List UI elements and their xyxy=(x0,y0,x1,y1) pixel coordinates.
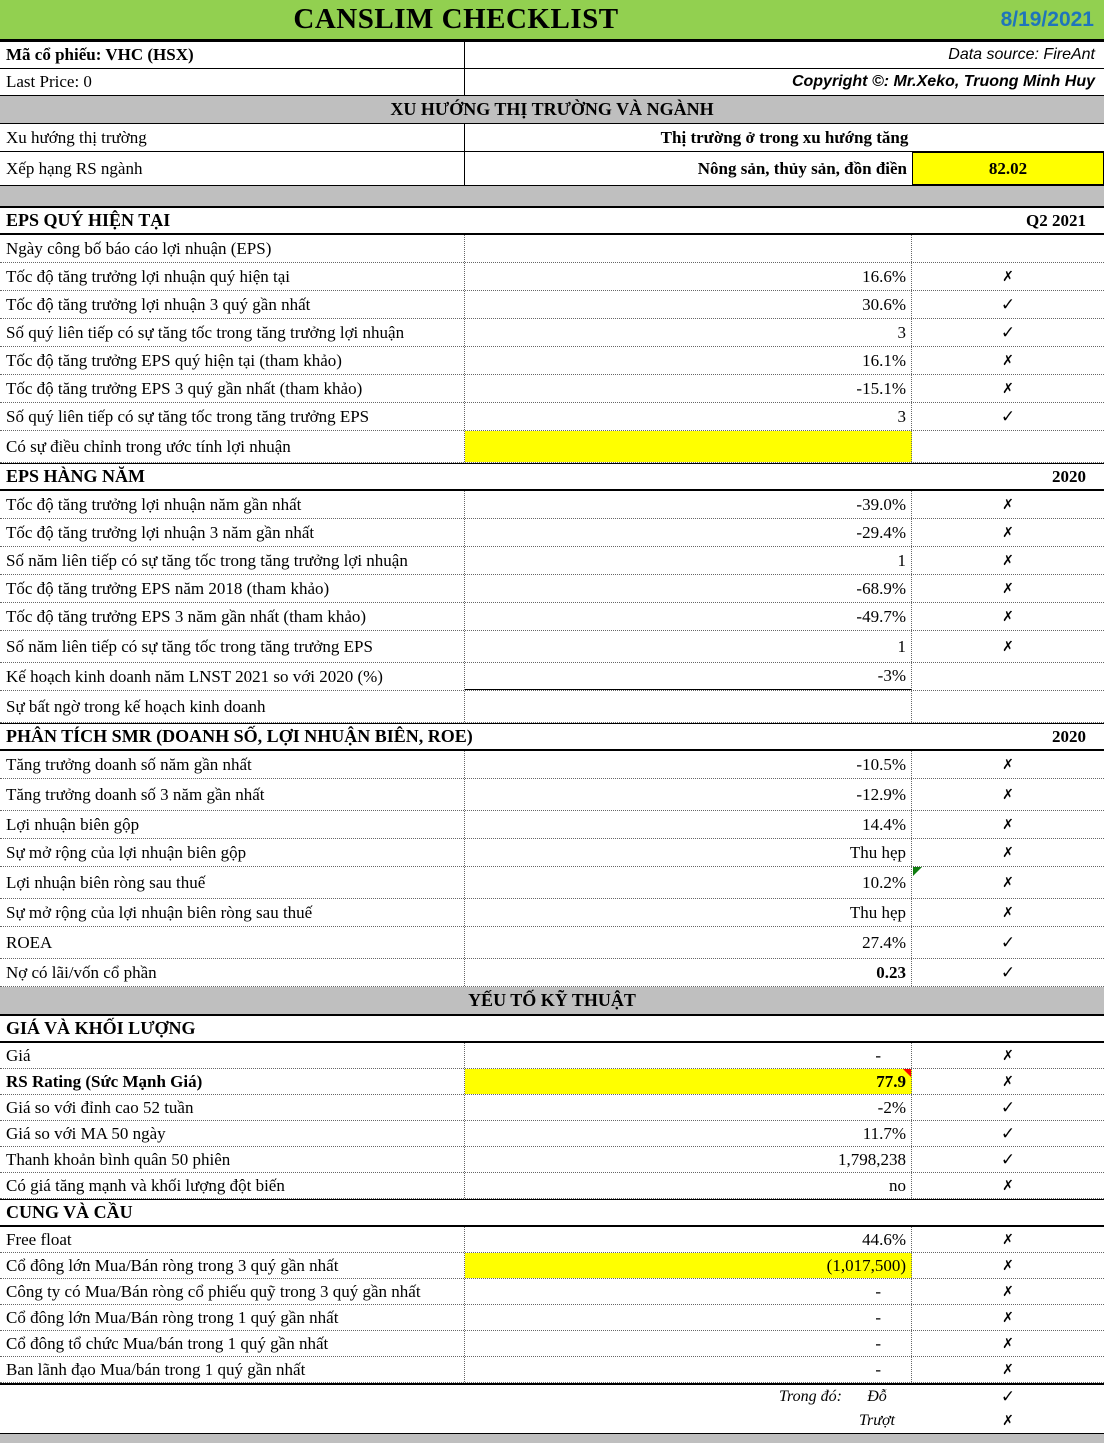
checklist-row xyxy=(0,1305,1104,1331)
check-icon: ✓ xyxy=(1000,962,1016,983)
row-value xyxy=(465,575,912,602)
row-label: Tốc độ tăng trưởng lợi nhuận quý hiện tại xyxy=(0,263,465,290)
checklist-row xyxy=(0,263,1104,291)
row-value-text: -29.4% xyxy=(856,522,906,542)
row-mark-cell xyxy=(912,631,1104,662)
section-period: 2020 xyxy=(1052,466,1086,486)
row-label: Lợi nhuận biên gộp xyxy=(0,811,465,838)
flag-marker-icon xyxy=(913,867,922,876)
row-value-text: - xyxy=(875,1333,881,1353)
row-value-text: 0.23 xyxy=(876,962,906,982)
row-mark-cell xyxy=(912,1227,1104,1252)
row-value-text: Thu hẹp xyxy=(849,902,906,922)
row-label: Tăng trưởng doanh số 3 năm gần nhất xyxy=(0,779,465,810)
row-value-text: -39.0% xyxy=(856,494,906,514)
row-label: Lợi nhuận biên ròng sau thuế xyxy=(0,867,465,898)
legend-fail-row xyxy=(0,1408,1104,1433)
cross-icon: ✗ xyxy=(1002,352,1014,369)
row-value xyxy=(465,1121,912,1146)
row-value-text: 14.4% xyxy=(862,814,906,834)
row-value-text: no xyxy=(889,1175,906,1195)
row-value xyxy=(465,663,912,690)
cross-icon: ✗ xyxy=(1002,580,1014,597)
row-value[interactable] xyxy=(465,1069,912,1094)
last-price-row xyxy=(0,69,1104,96)
cross-icon: ✗ xyxy=(1002,1047,1014,1064)
row-value xyxy=(465,547,912,574)
cross-icon: ✗ xyxy=(1002,608,1014,625)
row-value-text: 1 xyxy=(897,636,906,656)
cross-icon: ✗ xyxy=(1002,904,1014,921)
section-title: PHÂN TÍCH SMR (DOANH SỐ, LỢI NHUẬN BIÊN, ROE) xyxy=(6,726,473,746)
row-mark-cell xyxy=(912,263,1104,290)
checklist-row xyxy=(0,1147,1104,1173)
row-value[interactable] xyxy=(465,431,912,462)
row-label: Tốc độ tăng trưởng EPS năm 2018 (tham khảo) xyxy=(0,575,465,602)
row-mark-cell xyxy=(912,547,1104,574)
spacer-band xyxy=(0,186,1104,207)
row-label: Số năm liên tiếp có sự tăng tốc trong tăng trưởng lợi nhuận xyxy=(0,547,465,574)
cross-icon: ✗ xyxy=(1002,1177,1014,1194)
section-title: GIÁ VÀ KHỐI LƯỢNG xyxy=(6,1018,196,1038)
section-header xyxy=(0,207,1104,235)
check-icon: ✓ xyxy=(1000,1097,1016,1118)
checklist-row xyxy=(0,403,1104,431)
row-value-text: 16.6% xyxy=(862,266,906,286)
cross-icon: ✗ xyxy=(1002,1412,1014,1429)
row-value-text: - xyxy=(875,1045,881,1065)
row-label: Giá so với MA 50 ngày xyxy=(0,1121,465,1146)
row-value-text: 30.6% xyxy=(862,294,906,314)
legend-pass-label: Đỗ xyxy=(867,1387,887,1405)
last-price-label: Last Price: 0 xyxy=(0,69,465,95)
cross-icon: ✗ xyxy=(1002,268,1014,285)
row-value xyxy=(465,899,912,926)
checklist-row xyxy=(0,1331,1104,1357)
row-label: Có giá tăng mạnh và khối lượng đột biến xyxy=(0,1173,465,1198)
row-value xyxy=(465,779,912,810)
row-value-text: -2% xyxy=(877,1097,906,1117)
legend-pass-row xyxy=(0,1383,1104,1408)
section-period: Q2 2021 xyxy=(1026,210,1086,230)
checklist-row xyxy=(0,811,1104,839)
cross-icon: ✗ xyxy=(1002,524,1014,541)
checklist-row xyxy=(0,1253,1104,1279)
row-mark-cell xyxy=(912,603,1104,630)
row-label: Free float xyxy=(0,1227,465,1252)
row-mark-cell xyxy=(912,575,1104,602)
row-value-text: -10.5% xyxy=(856,754,906,774)
row-value-text: 10.2% xyxy=(862,872,906,892)
row-value xyxy=(465,691,912,722)
row-value xyxy=(465,1173,912,1198)
cross-icon: ✗ xyxy=(1002,552,1014,569)
row-mark-cell xyxy=(912,1253,1104,1278)
row-mark-cell xyxy=(912,1331,1104,1356)
row-mark-cell xyxy=(912,839,1104,866)
trend-value: Thị trường ở trong xu hướng tăng xyxy=(660,127,909,147)
row-value xyxy=(465,347,912,374)
row-value xyxy=(465,631,912,662)
checklist-row xyxy=(0,631,1104,663)
checklist-row xyxy=(0,751,1104,779)
row-value xyxy=(465,959,912,986)
row-value xyxy=(465,811,912,838)
checklist-row xyxy=(0,1095,1104,1121)
rs-industry-value: Nông sản, thủy sản, đồn điền xyxy=(697,158,907,178)
row-value-text: 44.6% xyxy=(862,1229,906,1249)
row-mark-cell xyxy=(912,519,1104,546)
row-mark-cell xyxy=(912,431,1104,462)
row-value xyxy=(465,603,912,630)
checklist-row xyxy=(0,1357,1104,1383)
row-value-text: (1,017,500) xyxy=(826,1255,906,1275)
row-mark-cell xyxy=(912,811,1104,838)
checklist-row xyxy=(0,547,1104,575)
row-value-text: - xyxy=(875,1307,881,1327)
checklist-row xyxy=(0,691,1104,723)
row-value[interactable] xyxy=(465,1253,912,1278)
row-mark-cell xyxy=(912,235,1104,262)
section-header xyxy=(0,463,1104,491)
checklist-row xyxy=(0,519,1104,547)
row-value xyxy=(465,867,912,898)
row-value xyxy=(465,319,912,346)
row-label: Kế hoạch kinh doanh năm LNST 2021 so với 2020 (%) xyxy=(0,663,465,690)
check-icon: ✓ xyxy=(1000,1123,1016,1144)
checklist-row xyxy=(0,491,1104,519)
cross-icon: ✗ xyxy=(1002,1073,1014,1090)
row-value-text: 16.1% xyxy=(862,350,906,370)
row-value-text: -68.9% xyxy=(856,578,906,598)
check-icon: ✓ xyxy=(1000,406,1016,427)
comment-marker-icon xyxy=(903,1069,911,1077)
row-mark-cell xyxy=(912,491,1104,518)
cross-icon: ✗ xyxy=(1002,1309,1014,1326)
row-mark-cell xyxy=(912,751,1104,778)
row-label: Tốc độ tăng trưởng EPS 3 quý gần nhất (tham khảo) xyxy=(0,375,465,402)
row-value xyxy=(465,1357,912,1382)
checklist-row xyxy=(0,347,1104,375)
row-mark-cell xyxy=(912,867,1104,898)
checklist-row xyxy=(0,319,1104,347)
checklist-row xyxy=(0,1279,1104,1305)
rs-rank-score-cell[interactable]: 82.02 xyxy=(912,152,1104,185)
row-value-text: 11.7% xyxy=(862,1123,906,1143)
row-label: Giá so với đỉnh cao 52 tuần xyxy=(0,1095,465,1120)
row-label: Ban lãnh đạo Mua/bán trong 1 quý gần nhất xyxy=(0,1357,465,1382)
row-mark-cell xyxy=(912,959,1104,986)
row-value xyxy=(465,263,912,290)
report-date: 8/19/2021 xyxy=(1000,7,1094,31)
row-value-text: 3 xyxy=(897,322,906,342)
legend-fail-label: Trượt xyxy=(859,1411,895,1429)
market-trend-band-title: XU HƯỚNG THỊ TRƯỜNG VÀ NGÀNH xyxy=(0,96,1104,124)
row-mark-cell xyxy=(912,1279,1104,1304)
checklist-row xyxy=(0,867,1104,899)
row-value xyxy=(465,519,912,546)
row-value-text: 77.9 xyxy=(876,1071,906,1091)
row-value xyxy=(465,1043,912,1068)
section-header xyxy=(0,1015,1104,1043)
check-icon: ✓ xyxy=(1000,1149,1016,1170)
checklist-row xyxy=(0,291,1104,319)
row-label: Tốc độ tăng trưởng lợi nhuận 3 quý gần nhất xyxy=(0,291,465,318)
row-label: Tốc độ tăng trưởng EPS quý hiện tại (tham khảo) xyxy=(0,347,465,374)
technical-band-title: YẾU TỐ KỸ THUẬT xyxy=(0,987,1104,1015)
row-value-text: - xyxy=(875,1359,881,1379)
row-value-text: -3% xyxy=(877,666,906,685)
row-label: Cổ đông lớn Mua/Bán ròng trong 1 quý gần nhất xyxy=(0,1305,465,1330)
row-value xyxy=(465,1279,912,1304)
technical-sections xyxy=(0,1015,1104,1383)
row-label: Sự mở rộng của lợi nhuận biên gộp xyxy=(0,839,465,866)
checklist-row xyxy=(0,235,1104,263)
row-label: Tốc độ tăng trưởng lợi nhuận năm gần nhất xyxy=(0,491,465,518)
checklist-row xyxy=(0,779,1104,811)
row-mark-cell xyxy=(912,375,1104,402)
cross-icon: ✗ xyxy=(1002,638,1014,655)
row-label: RS Rating (Sức Mạnh Giá) xyxy=(0,1069,465,1094)
section-title: CUNG VÀ CẦU xyxy=(6,1202,133,1222)
row-value xyxy=(465,751,912,778)
check-icon: ✓ xyxy=(1000,932,1016,953)
row-label: Công ty có Mua/Bán ròng cổ phiếu quỹ trong 3 quý gần nhất xyxy=(0,1279,465,1304)
cross-icon: ✗ xyxy=(1002,816,1014,833)
row-label: Cổ đông lớn Mua/Bán ròng trong 3 quý gần nhất xyxy=(0,1253,465,1278)
row-value-text: 1 xyxy=(897,550,906,570)
row-value xyxy=(465,375,912,402)
row-value-text: 27.4% xyxy=(862,932,906,952)
cross-icon: ✗ xyxy=(1002,496,1014,513)
row-label: Giá xyxy=(0,1043,465,1068)
row-value xyxy=(465,1305,912,1330)
row-mark-cell xyxy=(912,1173,1104,1198)
row-label: Tăng trưởng doanh số năm gần nhất xyxy=(0,751,465,778)
section-header xyxy=(0,1199,1104,1227)
row-value xyxy=(465,1331,912,1356)
row-value xyxy=(465,491,912,518)
title-bar xyxy=(0,0,1104,42)
rs-rank-row xyxy=(0,152,1104,186)
rs-rank-label: Xếp hạng RS ngành xyxy=(0,152,465,185)
copyright-label: Copyright ©: Mr.Xeko, Truong Minh Huy xyxy=(791,73,1095,90)
data-source-label: Data source: FireAnt xyxy=(948,46,1095,63)
checklist-row xyxy=(0,603,1104,631)
section-header xyxy=(0,723,1104,751)
row-value-text: - xyxy=(875,1281,881,1301)
bottom-band xyxy=(0,1433,1104,1443)
row-value xyxy=(465,403,912,430)
row-label: ROEA xyxy=(0,927,465,958)
row-value xyxy=(465,1227,912,1252)
row-value-text: -15.1% xyxy=(856,378,906,398)
checklist-row xyxy=(0,575,1104,603)
row-mark-cell xyxy=(912,1121,1104,1146)
cross-icon: ✗ xyxy=(1002,844,1014,861)
row-mark-cell xyxy=(912,1357,1104,1382)
row-value-text: 3 xyxy=(897,406,906,426)
row-mark-cell xyxy=(912,691,1104,722)
row-mark-cell xyxy=(912,347,1104,374)
row-value-text: -12.9% xyxy=(856,784,906,804)
row-value xyxy=(465,235,912,262)
row-label: Số quý liên tiếp có sự tăng tốc trong tăng trưởng lợi nhuận xyxy=(0,319,465,346)
row-mark-cell xyxy=(912,1147,1104,1172)
row-label: Cổ đông tổ chức Mua/bán trong 1 quý gần nhất xyxy=(0,1331,465,1356)
row-mark-cell xyxy=(912,1043,1104,1068)
checklist-row xyxy=(0,1069,1104,1095)
trend-label: Xu hướng thị trường xyxy=(0,124,465,151)
section-title: EPS HÀNG NĂM xyxy=(6,466,145,486)
cross-icon: ✗ xyxy=(1002,1361,1014,1378)
cross-icon: ✗ xyxy=(1002,1283,1014,1300)
row-label: Tốc độ tăng trưởng lợi nhuận 3 năm gần nhất xyxy=(0,519,465,546)
row-value-text: Thu hẹp xyxy=(849,842,906,862)
row-label: Số quý liên tiếp có sự tăng tốc trong tăng trưởng EPS xyxy=(0,403,465,430)
row-value-text: 1,798,238 xyxy=(838,1149,906,1169)
row-label: Có sự điều chỉnh trong ước tính lợi nhuận xyxy=(0,431,465,462)
cross-icon: ✗ xyxy=(1002,380,1014,397)
row-value xyxy=(465,1095,912,1120)
checklist-row xyxy=(0,899,1104,927)
fundamental-sections xyxy=(0,207,1104,987)
checklist-row xyxy=(0,431,1104,463)
checklist-row xyxy=(0,375,1104,403)
row-label: Thanh khoản bình quân 50 phiên xyxy=(0,1147,465,1172)
page-title: CANSLIM CHECKLIST xyxy=(293,3,619,35)
checklist-row xyxy=(0,1173,1104,1199)
row-label: Sự mở rộng của lợi nhuận biên ròng sau thuế xyxy=(0,899,465,926)
row-value xyxy=(465,839,912,866)
checklist-row xyxy=(0,927,1104,959)
checklist-row xyxy=(0,1121,1104,1147)
row-mark-cell xyxy=(912,1095,1104,1120)
stock-info-row xyxy=(0,42,1104,69)
section-period: 2020 xyxy=(1052,726,1086,746)
row-mark-cell xyxy=(912,319,1104,346)
market-trend-row xyxy=(0,124,1104,152)
checklist-row xyxy=(0,1227,1104,1253)
cross-icon: ✗ xyxy=(1002,1257,1014,1274)
checklist-row xyxy=(0,1043,1104,1069)
row-mark-cell xyxy=(912,899,1104,926)
checklist-row xyxy=(0,959,1104,987)
section-title: EPS QUÝ HIỆN TẠI xyxy=(6,210,171,230)
cross-icon: ✗ xyxy=(1002,1335,1014,1352)
row-mark-cell xyxy=(912,1069,1104,1094)
row-label: Số năm liên tiếp có sự tăng tốc trong tăng trưởng EPS xyxy=(0,631,465,662)
check-icon: ✓ xyxy=(1000,294,1016,315)
row-value-text: -49.7% xyxy=(856,606,906,626)
row-mark-cell xyxy=(912,1305,1104,1330)
row-value xyxy=(465,1147,912,1172)
cross-icon: ✗ xyxy=(1002,756,1014,773)
cross-icon: ✗ xyxy=(1002,874,1014,891)
row-mark-cell xyxy=(912,663,1104,690)
stock-code-label: Mã cổ phiếu: VHC (HSX) xyxy=(0,42,465,68)
row-mark-cell xyxy=(912,291,1104,318)
check-icon: ✓ xyxy=(1000,322,1016,343)
cross-icon: ✗ xyxy=(1002,786,1014,803)
checklist-row xyxy=(0,839,1104,867)
row-value xyxy=(465,927,912,958)
row-mark-cell xyxy=(912,779,1104,810)
row-label: Ngày công bố báo cáo lợi nhuận (EPS) xyxy=(0,235,465,262)
check-icon: ✓ xyxy=(1000,1386,1016,1407)
cross-icon: ✗ xyxy=(1002,1231,1014,1248)
checklist-row xyxy=(0,663,1104,691)
row-mark-cell xyxy=(912,403,1104,430)
legend-intro: Trong đó: xyxy=(779,1387,842,1405)
row-mark-cell xyxy=(912,927,1104,958)
row-label: Tốc độ tăng trưởng EPS 3 năm gần nhất (tham khảo) xyxy=(0,603,465,630)
row-label: Nợ có lãi/vốn cổ phần xyxy=(0,959,465,986)
row-label: Sự bất ngờ trong kế hoạch kinh doanh xyxy=(0,691,465,722)
row-value xyxy=(465,291,912,318)
